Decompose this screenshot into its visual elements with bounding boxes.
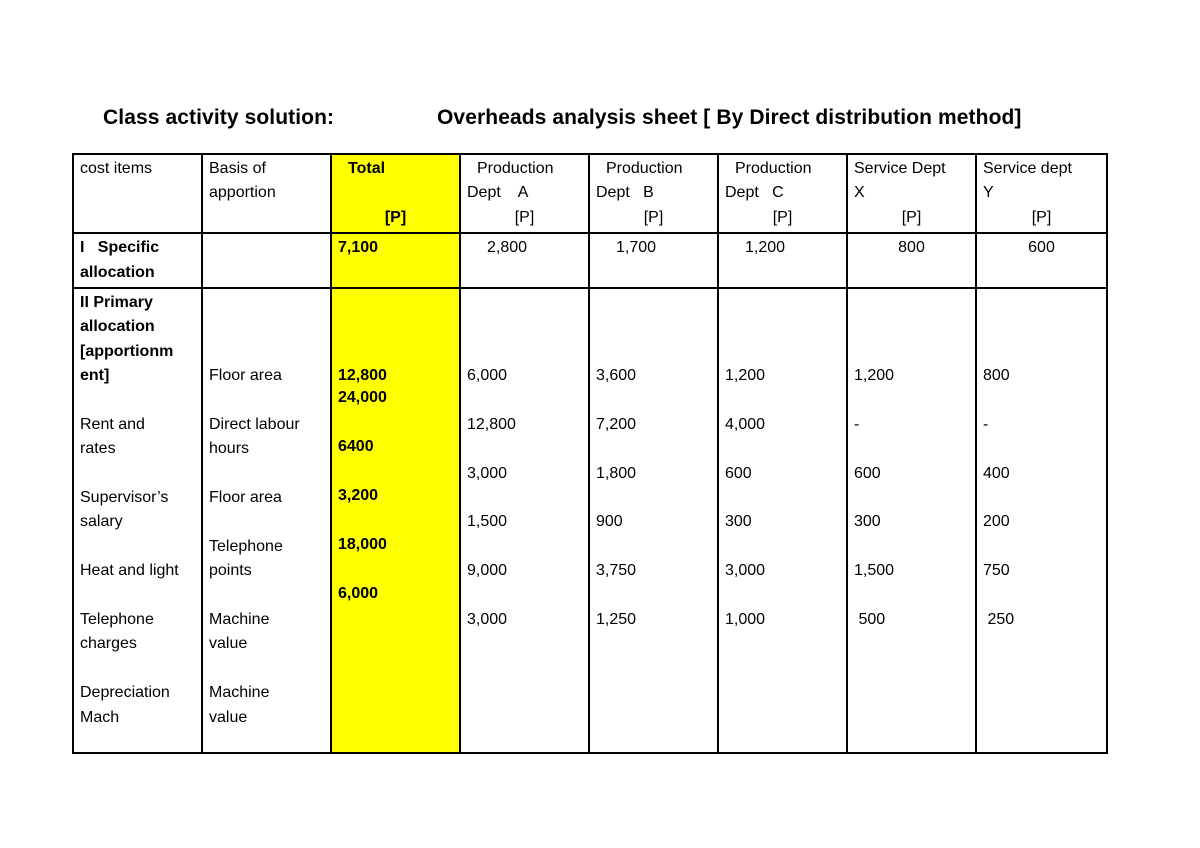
primary-totals: 12,800 24,000 6400 3,200 18,000 6,000 <box>331 288 460 753</box>
primary-dept-a: 6,000 12,800 3,000 1,500 9,000 3,000 <box>460 288 589 753</box>
primary-basis: Floor area Direct labour hours Floor area Telephone points Machine value Machine value <box>202 288 331 753</box>
specific-service-x: 800 <box>847 233 976 288</box>
specific-service-y: 600 <box>976 233 1107 288</box>
header-service-y: Service dept Y [P] <box>976 154 1107 233</box>
sheet-subtitle: Overheads analysis sheet [ By Direct distribution method] <box>437 106 1022 129</box>
header-service-x: Service Dept X [P] <box>847 154 976 233</box>
specific-dept-a: 2,800 <box>460 233 589 288</box>
primary-service-x: 1,200 - 600 300 1,500 500 <box>847 288 976 753</box>
header-dept-b: Production Dept B [P] <box>589 154 718 233</box>
overheads-analysis-table <box>72 153 1108 754</box>
primary-allocation-row <box>73 288 1107 753</box>
specific-dept-c: 1,200 <box>718 233 847 288</box>
header-dept-c: Production Dept C [P] <box>718 154 847 233</box>
primary-dept-c: 1,200 4,000 600 300 3,000 1,000 <box>718 288 847 753</box>
specific-allocation-basis <box>202 233 331 288</box>
primary-service-y: 800 - 400 200 750 250 <box>976 288 1107 753</box>
specific-allocation-total: 7,100 <box>331 233 460 288</box>
header-cost-items: cost items <box>73 154 202 233</box>
header-dept-a: Production Dept A [P] <box>460 154 589 233</box>
header-basis: Basis of apportion <box>202 154 331 233</box>
primary-cost-items: II Primary allocation [apportionm ent] Rent and rates Supervisor’s salary Heat and light Telephone charges Depreciation Mach <box>73 288 202 753</box>
specific-allocation-label: I Specific allocation <box>73 233 202 288</box>
specific-dept-b: 1,700 <box>589 233 718 288</box>
specific-allocation-row <box>73 233 1107 288</box>
primary-dept-b: 3,600 7,200 1,800 900 3,750 1,250 <box>589 288 718 753</box>
header-row <box>73 154 1107 233</box>
header-total: Total [P] <box>331 154 460 233</box>
page-title: Class activity solution: <box>103 106 335 129</box>
